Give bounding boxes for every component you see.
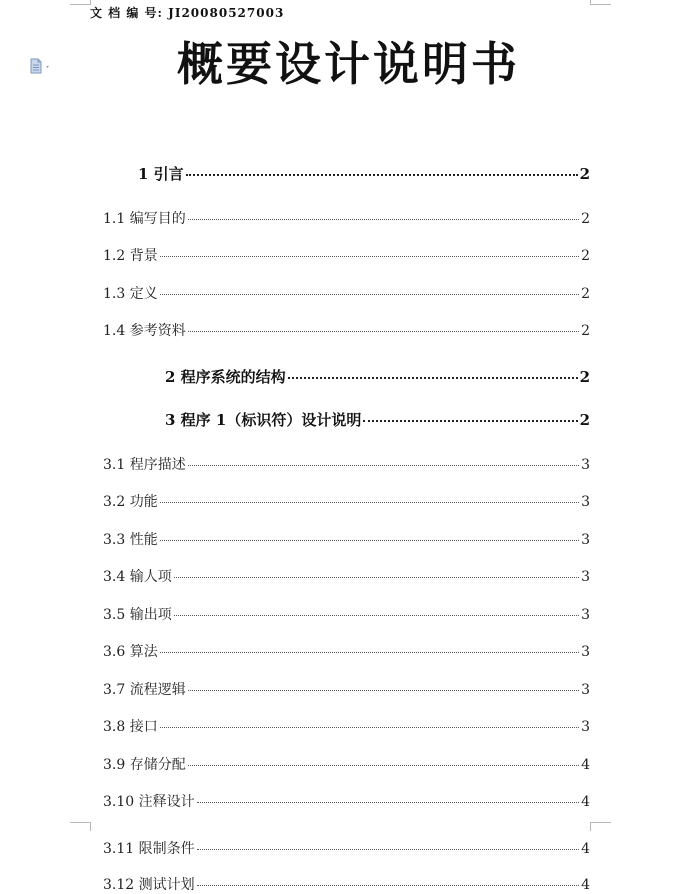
toc-entry-page-number: 2 [579,368,590,386]
toc-entry-page-number: 3 [581,494,590,510]
toc-dot-leader [188,331,579,332]
toc-entry-label: 3.4 输人项 [103,569,172,585]
toc-dot-leader [188,219,579,220]
toc-entry-label: 2 程序系统的结构 [165,368,286,386]
toc-entry[interactable] [103,716,590,736]
toc-entry-label: 1.3 定义 [103,286,158,302]
toc-entry-page-number: 3 [581,719,590,735]
toc-dot-leader [288,377,578,379]
toc-entry-page-number: 2 [581,248,590,264]
toc-entry-label: 3.2 功能 [103,494,158,510]
toc-entry[interactable] [103,454,590,474]
page-corner-mark-bottom-right [590,822,611,831]
toc-dot-leader [186,174,578,176]
toc-entry-page-number: 3 [581,569,590,585]
document-title: 概要设计说明书 [177,37,520,91]
toc-entry[interactable] [103,641,590,661]
toc-entry[interactable] [103,320,590,340]
toc-entry-label: 3.12 测试计划 [103,877,195,893]
document-number-value: JI20080527003 [168,6,285,20]
toc-entry[interactable] [103,874,590,894]
toc-entry-label: 3.8 接口 [103,719,158,735]
toc-entry[interactable] [103,245,590,265]
toc-entry-page-number: 3 [581,644,590,660]
toc-entry-label: 3.10 注释设计 [103,794,195,810]
toc-dot-leader [174,615,579,616]
toc-dot-leader [160,540,579,541]
toc-entry-label: 3.1 程序描述 [103,457,186,473]
toc-dot-leader [188,765,579,766]
toc-entry[interactable] [103,754,590,774]
toc-entry-page-number: 2 [579,165,590,183]
toc-entry[interactable] [103,791,590,811]
page-corner-mark-top-right [590,0,611,5]
toc-entry-page-number: 3 [581,457,590,473]
toc-dot-leader [160,727,579,728]
toc-entry-page-number: 3 [581,682,590,698]
toc-dot-leader [160,652,579,653]
toc-entry-page-number: 4 [581,794,590,810]
toc-dot-leader [160,502,579,503]
toc-entry-label: 3.6 算法 [103,644,158,660]
page-corner-mark-bottom-left [70,822,91,831]
toc-entry[interactable] [103,283,590,303]
toc-entry[interactable] [103,491,590,511]
toc-entry-label: 3 程序 1（标识符）设计说明 [165,411,362,429]
toc-entry-label: 3.5 输出项 [103,607,172,623]
toc-entry-page-number: 2 [581,323,590,339]
toc-dot-leader [197,802,579,803]
toc-entry[interactable] [165,409,590,429]
toc-entry[interactable] [103,679,590,699]
toc-entry[interactable] [103,208,590,228]
page-corner-mark-top-left [70,0,91,5]
toc-entry-page-number: 4 [581,877,590,893]
toc-dot-leader [363,420,577,422]
toc-dot-leader [197,885,579,886]
toc-entry-label: 3.11 限制条件 [103,841,195,857]
document-number-label: 文 档 编 号: [90,6,163,20]
toc-entry-label: 1.2 背景 [103,248,158,264]
toc-entry-page-number: 2 [581,286,590,302]
toc-entry-page-number: 2 [581,211,590,227]
toc-entry-label: 3.9 存储分配 [103,757,186,773]
toc-entry[interactable] [103,838,590,858]
toc-entry-page-number: 3 [581,607,590,623]
toc-dot-leader [188,690,579,691]
toc-dot-leader [197,849,579,850]
toc-dot-leader [160,294,579,295]
toc-dot-leader [160,256,579,257]
toc-entry-page-number: 4 [581,757,590,773]
toc-dot-leader [174,577,579,578]
toc-entry[interactable] [165,366,590,386]
toc-entry-label: 3.7 流程逻辑 [103,682,186,698]
toc-dot-leader [188,465,579,466]
toc-entry-page-number: 3 [581,532,590,548]
toc-entry-label: 1 引言 [138,165,184,183]
toc-entry-page-number: 4 [581,841,590,857]
toc-entry-label: 3.3 性能 [103,532,158,548]
toc-entry-page-number: 2 [579,411,590,429]
toc-entry[interactable] [103,529,590,549]
document-number [90,4,284,21]
toc-entry[interactable] [103,566,590,586]
toc-entry-label: 1.1 编写目的 [103,211,186,227]
toc-entry[interactable] [103,604,590,624]
toc-entry-label: 1.4 参考资料 [103,323,186,339]
toc-entry[interactable] [138,163,590,183]
